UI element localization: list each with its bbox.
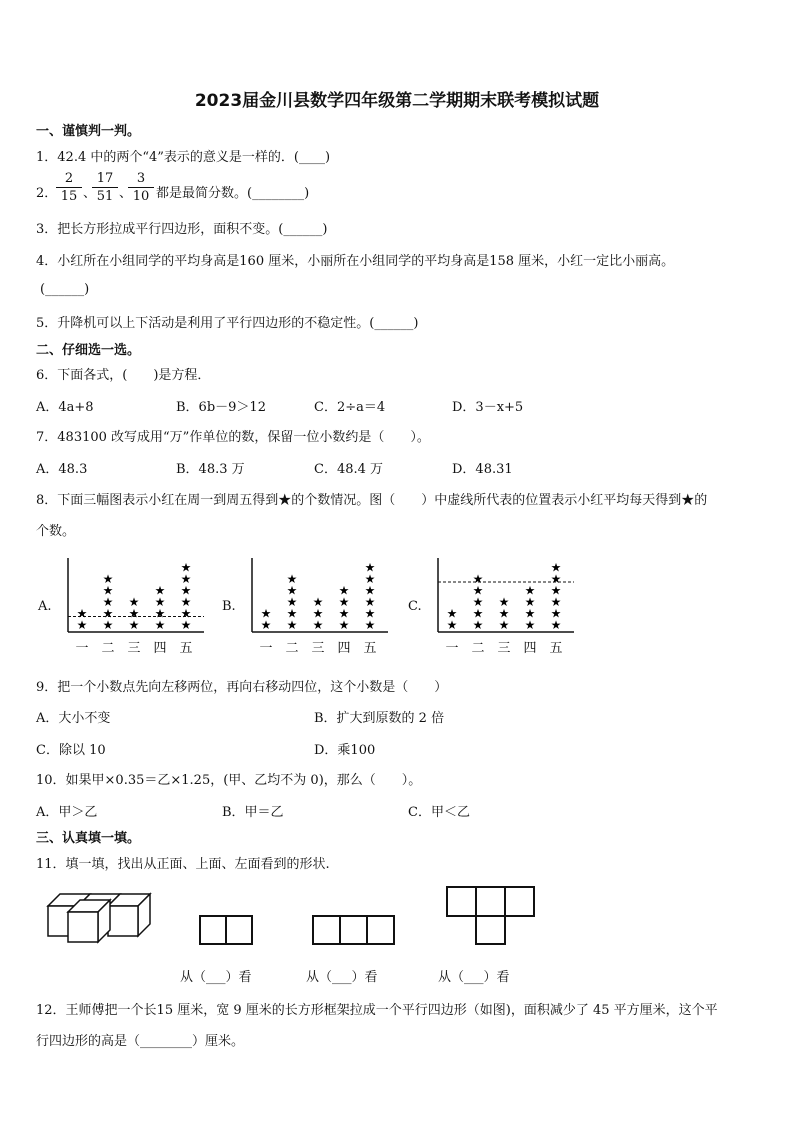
star-mark: ★: [102, 583, 114, 598]
view-caption-2: 从（___）看: [306, 970, 378, 985]
star-mark: ★: [128, 595, 140, 609]
star-mark: ★: [524, 618, 536, 632]
day-label: 四: [523, 641, 537, 656]
question-8-line1: 8．下面三幅图表示小红在周一到周五得到★的个数情况。图（ ）中虚线所代表的位置表示小红平均每天得到★的: [36, 493, 708, 508]
star-mark: ★: [180, 606, 192, 621]
day-label: 一: [75, 641, 89, 656]
question-9-stem: 9．把一个小数点先向左移两位，再向右移动四位，这个小数是（ ）: [36, 680, 448, 695]
star-mark: ★: [312, 595, 324, 609]
star-mark: ★: [312, 606, 324, 621]
question-4-line1: 4．小红所在小组同学的平均身高是160 厘米，小丽所在小组同学的平均身高是158 厘米，小红一定比小丽高。: [36, 254, 675, 269]
star-mark: ★: [498, 606, 510, 621]
page-title: 2023届金川县数学四年级第二学期期末联考模拟试题: [194, 91, 600, 111]
day-label: 四: [153, 641, 167, 656]
star-mark: ★: [180, 583, 192, 598]
question-8-line2: 个数。: [36, 524, 76, 539]
fraction-1: $\frac{2}{15}$: [56, 170, 82, 205]
q7-option-c: C．48.4 万: [314, 462, 384, 477]
star-chart-c: [430, 556, 590, 660]
section-1-heading: 一、谨慎判一判。: [36, 124, 141, 139]
view-caption-1: 从（___）看: [180, 970, 252, 985]
star-mark: ★: [260, 618, 272, 632]
q9-option-a: A．大小不变: [36, 711, 111, 726]
chart-c-label: C.: [408, 599, 422, 614]
star-mark: ★: [364, 606, 376, 621]
day-label: 三: [311, 641, 325, 656]
star-mark: ★: [550, 618, 562, 632]
q10-option-a: A．甲＞乙: [36, 805, 98, 820]
star-mark: ★: [286, 595, 298, 609]
star-mark: ★: [364, 595, 376, 609]
star-mark: ★: [76, 618, 88, 632]
star-mark: ★: [550, 560, 562, 575]
q6-option-a: A．4a+8: [36, 400, 94, 415]
question-1: 1．42.4 中的两个“4”表示的意义是一样的．(____): [36, 150, 331, 165]
day-label: 四: [337, 641, 351, 656]
star-mark: ★: [472, 572, 484, 586]
chart-b-label: B.: [222, 599, 236, 614]
q10-option-b: B．甲＝乙: [222, 805, 284, 820]
star-mark: ★: [260, 606, 272, 621]
star-mark: ★: [338, 595, 350, 609]
q7-option-a: A．48.3: [36, 462, 88, 477]
question-12-line2: 行四边形的高是（________）厘米。: [36, 1034, 245, 1049]
star-mark: ★: [524, 595, 536, 609]
q6-option-b: B．6b－9＞12: [176, 400, 266, 415]
star-mark: ★: [102, 595, 114, 609]
star-mark: ★: [154, 583, 166, 598]
star-mark: ★: [364, 583, 376, 598]
star-mark: ★: [498, 595, 510, 609]
question-12-line1: 12．王师傅把一个长15 厘米，宽 9 厘米的长方形框架拉成一个平行四边形（如图)，面积减少了 45 平方厘米，这个平: [36, 1003, 718, 1018]
star-mark: ★: [180, 560, 192, 575]
star-mark: ★: [312, 618, 324, 632]
cube-stack-figure: [44, 888, 164, 948]
q7-option-b: B．48.3 万: [176, 462, 245, 477]
star-mark: ★: [364, 618, 376, 632]
fraction-2: $\frac{17}{51}$: [92, 170, 118, 205]
star-mark: ★: [102, 572, 114, 586]
star-mark: ★: [102, 606, 114, 621]
star-mark: ★: [286, 606, 298, 621]
day-label: 二: [471, 641, 485, 656]
star-chart-a: [60, 556, 220, 660]
star-mark: ★: [472, 618, 484, 632]
star-mark: ★: [180, 595, 192, 609]
star-mark: ★: [446, 606, 458, 621]
day-label: 三: [497, 641, 511, 656]
question-5: 5．升降机可以上下活动是利用了平行四边形的不稳定性。(______): [36, 316, 419, 331]
day-label: 二: [285, 641, 299, 656]
star-mark: ★: [338, 583, 350, 598]
day-label: 一: [259, 641, 273, 656]
day-label: 五: [179, 641, 193, 656]
q9-option-d: D．乘100: [314, 743, 376, 758]
star-mark: ★: [446, 618, 458, 632]
star-mark: ★: [102, 618, 114, 632]
star-mark: ★: [550, 606, 562, 621]
question-4-line2: (______): [40, 282, 90, 297]
question-11-stem: 11．填一填，找出从正面、上面、左面看到的形状.: [36, 857, 330, 872]
q7-option-d: D．48.31: [452, 462, 513, 477]
chart-a-label: A.: [38, 599, 52, 614]
star-mark: ★: [472, 606, 484, 621]
day-label: 三: [127, 641, 141, 656]
q6-option-d: D．3－x+5: [452, 400, 524, 415]
star-mark: ★: [286, 618, 298, 632]
star-mark: ★: [472, 583, 484, 598]
star-mark: ★: [338, 606, 350, 621]
star-mark: ★: [364, 560, 376, 575]
question-6-stem: 6．下面各式，( )是方程．: [36, 368, 211, 383]
star-mark: ★: [286, 572, 298, 586]
day-label: 一: [445, 641, 459, 656]
view-shape-1: [198, 914, 256, 948]
view-caption-3: 从（___）看: [438, 970, 510, 985]
star-mark: ★: [128, 618, 140, 632]
star-chart-b: [244, 556, 404, 660]
star-mark: ★: [154, 618, 166, 632]
star-mark: ★: [76, 606, 88, 621]
star-mark: ★: [338, 618, 350, 632]
day-label: 二: [101, 641, 115, 656]
question-7-stem: 7．483100 改写成用“万”作单位的数，保留一位小数约是（ ）。: [36, 430, 430, 445]
q10-option-c: C．甲＜乙: [408, 805, 470, 820]
question-10-stem: 10．如果甲×0.35＝乙×1.25，(甲、乙均不为 0)，那么（ ）。: [36, 773, 422, 788]
q9-option-c: C．除以 10: [36, 743, 106, 758]
star-mark: ★: [550, 572, 562, 586]
star-mark: ★: [550, 595, 562, 609]
star-mark: ★: [524, 583, 536, 598]
q6-option-c: C．2÷a＝4: [314, 400, 386, 415]
star-mark: ★: [154, 606, 166, 621]
star-mark: ★: [498, 618, 510, 632]
q9-option-b: B．扩大到原数的 2 倍: [314, 711, 445, 726]
star-mark: ★: [128, 606, 140, 621]
section-3-heading: 三、认真填一填。: [36, 831, 141, 846]
fraction-3: $\frac{3}{10}$: [128, 170, 154, 205]
view-shape-3: [445, 885, 537, 947]
view-shape-2: [311, 914, 397, 948]
star-mark: ★: [180, 572, 192, 586]
section-2-heading: 二、仔细选一选。: [36, 343, 141, 358]
star-mark: ★: [472, 595, 484, 609]
star-mark: ★: [154, 595, 166, 609]
day-label: 五: [549, 641, 563, 656]
day-label: 五: [363, 641, 377, 656]
star-mark: ★: [524, 606, 536, 621]
star-mark: ★: [286, 583, 298, 598]
star-mark: ★: [550, 583, 562, 598]
star-mark: ★: [180, 618, 192, 632]
star-mark: ★: [364, 572, 376, 586]
question-3: 3．把长方形拉成平行四边形，面积不变。(______): [36, 222, 328, 237]
